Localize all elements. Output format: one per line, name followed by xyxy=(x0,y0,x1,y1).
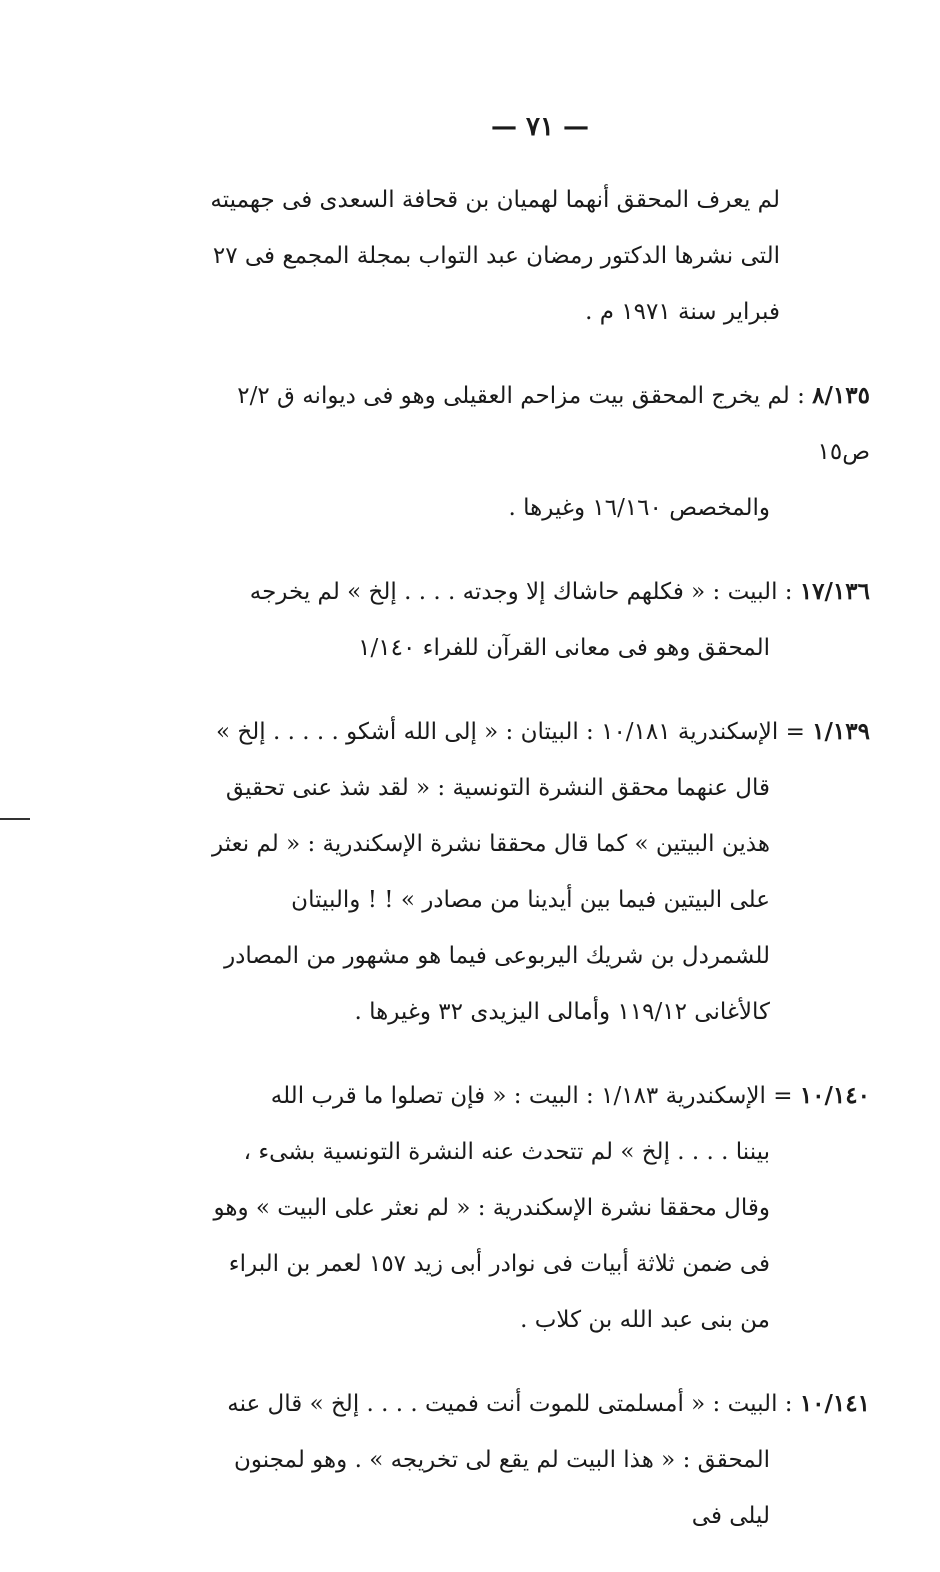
entry-first-line xyxy=(210,704,870,760)
entry-continuation: والمخصص ١٦/١٦٠ وغيرها . xyxy=(508,495,770,521)
intro-paragraph: لم يعرف المحقق أنهما لهميان بن قحافة السعدى فى جهميته التى نشرها الدكتور رمضان عبد التواب بمجلة المجمع فى ٢٧ فبراير سنة ١٩٧١ م . xyxy=(210,187,780,325)
entry-135 xyxy=(210,368,870,536)
entry-continuation: بيننا . . . . إلخ » لم تتحدث عنه النشرة التونسية بشىء ، وقال محققا نشرة الإسكندرية : « لم نعثر على البيت » وهو فى ضمن ثلاثة أبيات فى نوادر أبى زيد ١٥٧ لعمر بن البراء من بنى عبد الله بن كلاب . xyxy=(213,1139,770,1333)
entry-reference: ١٠/١٤٠ xyxy=(799,1082,870,1109)
entry-141 xyxy=(210,1376,870,1544)
entry-reference: ٨/١٣٥ xyxy=(812,382,870,409)
entry-first-line xyxy=(210,1068,870,1124)
entry-text: : البيت : « أمسلمتى للموت أنت فميت . . . . إلخ » قال عنه xyxy=(227,1391,793,1417)
entry-139 xyxy=(210,704,870,1040)
entry-text: = الإسكندرية ١/١٨٣ : البيت : « فإن تصلوا ما قرب الله xyxy=(270,1083,793,1109)
entry-first-line xyxy=(210,1376,870,1432)
entry-first-line xyxy=(210,368,870,480)
margin-mark xyxy=(0,818,30,820)
entry-first-line xyxy=(210,564,870,620)
entry-136 xyxy=(210,564,870,676)
entry-reference: ١/١٣٩ xyxy=(812,718,870,745)
page-number: — ٧١ — xyxy=(490,112,590,142)
entry-reference: ١٧/١٣٦ xyxy=(799,578,870,605)
entry-text: = الإسكندرية ١٠/١٨١ : البيتان : « إلى الله أشكو . . . . . إلخ » xyxy=(216,719,805,745)
entry-text: : لم يخرج المحقق بيت مزاحم العقيلى وهو فى ديوانه ق ٢/٢ ص١٥ xyxy=(237,383,870,465)
entry-continuation: المحقق وهو فى معانى القرآن للفراء ١/١٤٠ xyxy=(358,635,770,661)
entry-continuation: المحقق : « هذا البيت لم يقع لى تخريجه » . وهو لمجنون ليلى فى xyxy=(233,1447,770,1529)
entry-reference: ١٠/١٤١ xyxy=(799,1390,870,1417)
body-text xyxy=(210,172,870,1572)
entry-continuation: قال عنهما محقق النشرة التونسية : « لقد شذ عنى تحقيق هذين البيتين » كما قال محققا نشرة الإسكندرية : « لم نعثر على البيتين فيما بين أيدينا من مصادر » ! ! والبيتان للشمردل بن شريك اليربوعى فيما هو مشهور من المصادر كالأغانى ١١٩/١٢ وأمالى اليزيدى ٣٢ وغيرها . xyxy=(212,775,770,1025)
entry-text: : البيت : « فكلهم حاشاك إلا وجدته . . . . إلخ » لم يخرجه xyxy=(249,579,793,605)
entry-140 xyxy=(210,1068,870,1348)
